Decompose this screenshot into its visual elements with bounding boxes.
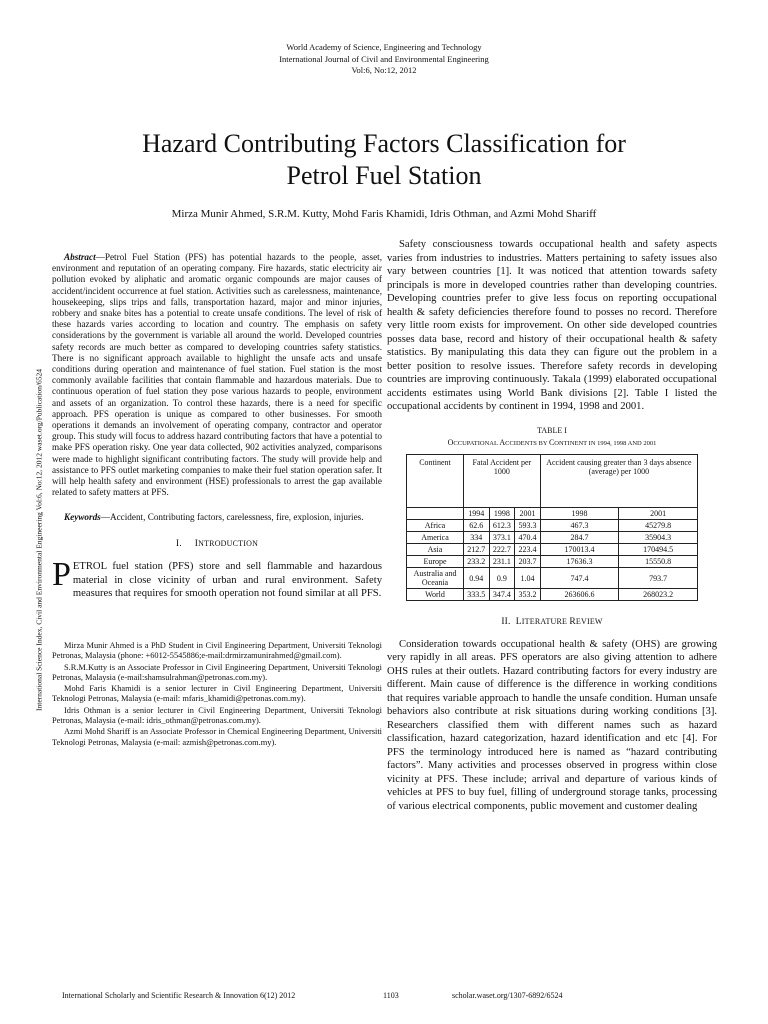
keywords [52,512,382,523]
table-row [407,568,698,589]
section-title-rest: NTRODUCTION [198,538,259,548]
value-cell: 470.4 [515,532,541,544]
title-line-1: Hazard Contributing Factors Classification for [142,129,626,158]
value-cell: 747.4 [540,568,619,589]
caption-part: CCIDENTS BY [505,439,549,447]
section-title-first: I [194,538,199,549]
header-line-3: Vol:6, No:12, 2012 [351,65,417,75]
header-continent: Continent [407,455,464,508]
value-cell: 593.3 [515,520,541,532]
year-header: 1998 [489,508,515,520]
value-cell: 203.7 [515,556,541,568]
value-cell: 284.7 [540,532,619,544]
continent-cell: Australia and Oceania [407,568,464,589]
section-title-part: L [515,617,522,627]
abstract [52,252,382,498]
value-cell: 15550.8 [619,556,698,568]
value-cell: 231.1 [489,556,515,568]
side-watermark-text: International Science Index, Civil and Environmental Engineering Vol:6, No:12, 2012 waset.org/Publication/6524 [34,368,44,712]
continent-cell: Asia [407,544,464,556]
footer-page-number: 1103 [383,991,399,1000]
accidents-table [406,454,698,601]
caption-part: ONTINENT IN 1994, 1998 AND 2001 [554,439,657,447]
value-cell: 0.9 [489,568,515,589]
value-cell: 62.6 [464,520,490,532]
literature-paragraph: Consideration towards occupational health & safety (OHS) are growing very rapidly in all areas. PFS operators are also giving attention to adhere OHS rules at their outlets. Hazard contributing factors for every industry are different. Main cause of difference is the difference in working conditions that requires variable approach to handle the unsafe condition. Human unsafe behaviors also contribute at risk situations during working conditions [3]. Researchers classified them with different names such as hazard classification, hazard categorization, hazard identification and etc [4]. For PFS the terminology introduced here is named as “hazard contributing factors”. Many activities and processes observed in progress within close vicinity at PFS. These include; arrival and departure of various kinds of vehicles at PFS to buy fuel, filling of underground storage tanks, processing of various electrical components, public movement and customer dealing [387,638,717,812]
value-cell: 17636.3 [540,556,619,568]
value-cell: 222.7 [489,544,515,556]
header-blank [407,508,464,520]
header-line-2: International Journal of Civil and Environmental Engineering [279,53,489,64]
header-absence: Accident causing greater than 3 days absence (average) per 1000 [540,455,697,508]
value-cell: 353.2 [515,589,541,601]
value-cell: 347.4 [489,589,515,601]
value-cell: 1.04 [515,568,541,589]
section-number: II. [501,617,511,627]
body-paragraph: Safety consciousness towards occupational health and safety aspects varies from industries to industries. Matters pertaining to safety issues also vary between countries [1]. It was noticed that attention towards safety principals is more in developed countries rather than developing countries. Developing countries prefer to give less focus on reporting occupational health & safety deficiencies therefore found to posses no record. Therefore very little room exists for improvement. On other side developed countries posses data base, record and history of their occupational health & safety statistics. By manipulating this data they can figure out the problem in a better position to resolve issues. Therefore safety records in developing countries are improving continuously. Takala (1999) elaborated occupational accidents estimates using World Bank divisions [2]. Table I listed the occupational accidents by continent in 1994, 1998 and 2001. [387,239,717,412]
header-line-1: World Academy of Science, Engineering and Technology [286,42,482,52]
continent-cell: Europe [407,556,464,568]
paper-title [0,128,768,192]
title-line-2: Petrol Fuel Station [286,161,482,190]
value-cell: 223.4 [515,544,541,556]
value-cell: 35904.3 [619,532,698,544]
year-header: 2001 [515,508,541,520]
section-title-part: EVIEW [575,617,603,626]
continent-cell: Africa [407,520,464,532]
table-caption [387,436,717,451]
footer-url: scholar.waset.org/1307-6892/6524 [452,991,563,1000]
author-footnotes [52,641,382,748]
author-names: Mirza Munir Ahmed, S.R.M. Kutty, Mohd Faris Khamidi, Idris Othman, [171,208,492,220]
intro-text: ETROL fuel station (PFS) store and sell flammable and hazardous material in close vicinity of urban and rural environment. Safety measures that requires for smooth operation not found similar at all PFS. [72,561,382,600]
section-title-part: ITERATURE [521,617,570,626]
caption-part: C [548,437,555,447]
year-header: 1998 [540,508,619,520]
value-cell: 233.2 [464,556,490,568]
header-fatal: Fatal Accident per 1000 [464,455,541,508]
footnote: Mirza Munir Ahmed is a PhD Student in Civil Engineering Department, Universiti Teknologi Petronas, Malaysia (phone: +6012-5545886;e-mail:drmirzamunirahmed@gmail.com). [52,640,382,661]
abstract-text: —Petrol Fuel Station (PFS) has potential hazards to the people, asset, environment and reputation of an operating company. Fire hazards, static electricity air pollution evoked by aliphatic and aromatic organic compounds are major causes of accident/incident occurrence at fuel station. Activities such as carelessness, maintenance, housekeeping, slips trips and falls, transportation hazard, major and minor injuries, robbery and snake bites has a potential to create unsafe conditions. The level of risk of these hazards varies according to location and country. The emphasis on safety considerations by the government is variable all around the world. Developed countries safety records are much better as compared to developing countries safety statistics. There is no significant approach available to highlight the unsafe acts and unsafe conditions during operation and maintenance of fuel station. Fuel station is the most commonly available facilities that contain flammable and hazardous materials. Due to continuous operation of fuel station they pose various hazards to people, environment and assets of an organization. To control these hazards, there is a need for specific approach. PFS operation is unique as compared to other businesses. For smooth operations it demands an involvement of operating company, contractor and operator group. This study will focus to address hazard contributing factors that have a potential to make PFS operation risky. One year data collected, 902 activities analyzed, comparisons were made to highlight significant contributing factors. The study will provide help and assistance to PFS outlet marketing companies to make their fuel station operation safer. It will help health safety and environment (HSE) professionals to arrest the gap available related to safety matters at PFS. [52,252,382,498]
drop-cap: P [52,556,71,594]
value-cell: 612.3 [489,520,515,532]
table-body [407,520,698,601]
continent-cell: World [407,589,464,601]
value-cell: 333.5 [464,589,490,601]
caption-part: O [447,437,454,447]
keywords-label: Keywords [64,512,101,523]
value-cell: 263606.6 [540,589,619,601]
table-row [407,556,698,568]
section-title-part: R [569,617,576,627]
intro-paragraph [52,556,382,601]
year-header: 2001 [619,508,698,520]
footnote: S.R.M.Kutty is an Associate Professor in Civil Engineering Department, Universiti Teknologi Petronas, Malaysia (e-mail:shamsulrahman@petronas.com.my). [52,662,382,682]
value-cell: 0.94 [464,568,490,589]
section-heading-introduction [52,538,382,550]
continent-cell: America [407,532,464,544]
value-cell: 170013.4 [540,544,619,556]
section-number: I. [175,538,182,549]
value-cell: 212.7 [464,544,490,556]
table-row [407,532,698,544]
abstract-label: Abstract [64,252,96,262]
right-column [387,238,717,813]
table-row [407,544,698,556]
table-row [407,520,698,532]
footnote: Mohd Faris Khamidi is a senior lecturer in Civil Engineering Department, Universiti Teknologi Petronas, Malaysia (e-mail: mfaris_khamidi@petronas.com.my). [52,684,382,704]
value-cell: 170494.5 [619,544,698,556]
author-last: Azmi Mohd Shariff [509,208,597,220]
footer-journal: International Scholarly and Scientific Research & Innovation 6(12) 2012 [62,991,296,1000]
table-label: TABLE I [537,425,567,435]
value-cell: 373.1 [489,532,515,544]
author-list [0,208,768,220]
caption-part: A [499,437,506,447]
author-and: and [493,210,508,220]
caption-part: CCUPATIONAL [453,439,500,447]
value-cell: 268023.2 [619,589,698,601]
year-header: 1994 [464,508,490,520]
keywords-text: —Accident, Contributing factors, carelessness, fire, explosion, injuries. [100,512,364,523]
value-cell: 467.3 [540,520,619,532]
value-cell: 793.7 [619,568,698,589]
value-cell: 45279.8 [619,520,698,532]
left-column [52,238,382,749]
journal-header [0,42,768,77]
table-row [407,589,698,601]
section-heading-literature [387,615,717,630]
side-watermark [34,330,44,750]
footnote: Azmi Mohd Shariff is an Associate Professor in Chemical Engineering Department, Universiti Teknologi Petronas, Malaysia (e-mail: azmish@petronas.com.my). [52,727,382,747]
value-cell: 334 [464,532,490,544]
footnote: Idris Othman is a senior lecturer in Civil Engineering Department, Universiti Teknologi Petronas, Malaysia (e-mail: idris_othman@petronas.com.my). [52,705,382,726]
